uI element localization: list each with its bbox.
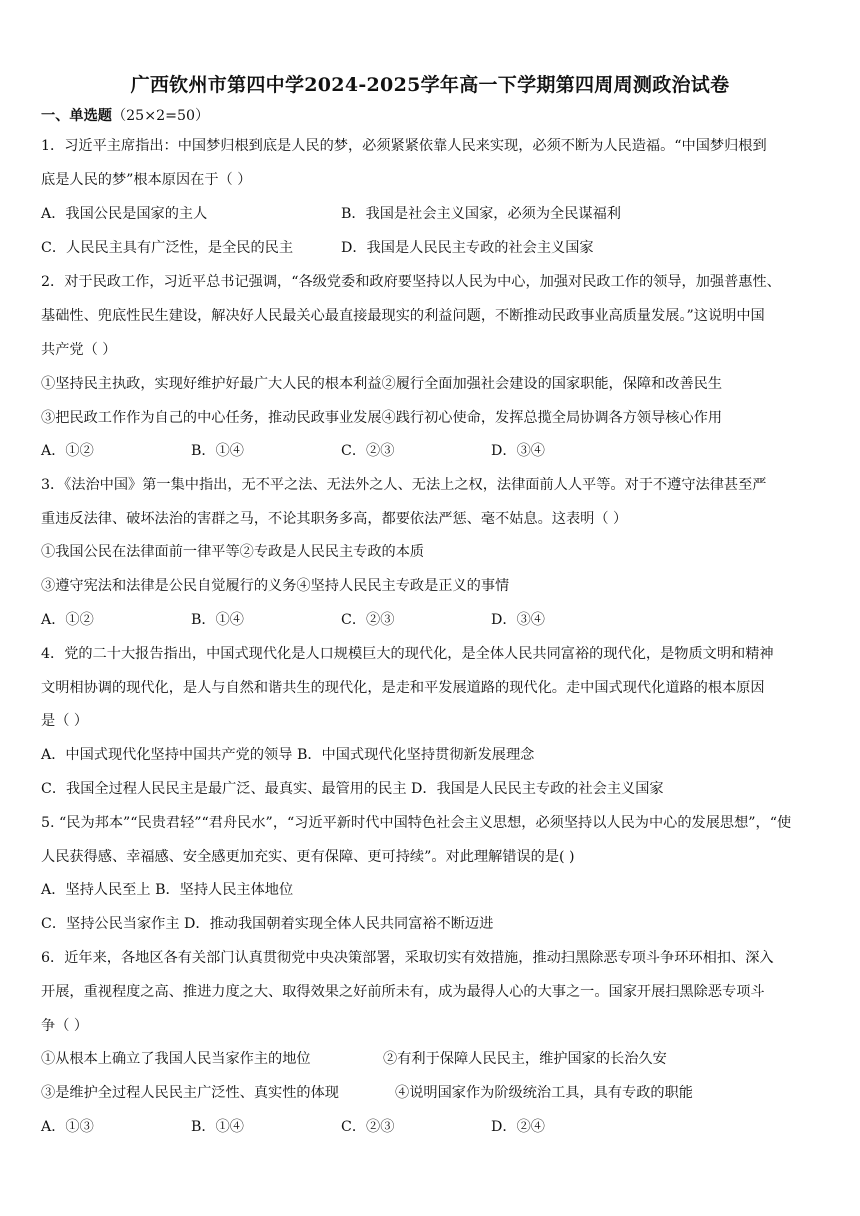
- question-text-line: 4．党的二十大报告指出，中国式现代化是人口规模巨大的现代化，是全体人民共同富裕的现代化，是物质文明和精神: [41, 646, 774, 662]
- option-d: D．我国是人民民主专政的社会主义国家: [341, 240, 594, 256]
- option-a: A．①②: [41, 612, 94, 628]
- question-text-line: 开展，重视程度之高、推进力度之大、取得效果之好前所未有，成为最得人心的大事之一。国家开展扫黑除恶专项斗: [41, 984, 765, 1000]
- option-d: D．②④: [491, 1119, 545, 1135]
- option-c: C．②③: [341, 443, 395, 459]
- statement-line: ③遵守宪法和法律是公民自觉履行的义务④坚持人民民主专政是正义的事情: [41, 578, 510, 594]
- section-heading: [41, 106, 209, 126]
- statement-line: ①我国公民在法律面前一律平等②专政是人民民主专政的本质: [41, 544, 425, 560]
- option-c: C．人民民主具有广泛性，是全民的民主: [41, 240, 294, 256]
- option-line: A．坚持人民至上 B．坚持人民主体地位: [41, 882, 294, 898]
- option-d: D．③④: [491, 612, 545, 628]
- option-a: A．①②: [41, 443, 94, 459]
- question-text-line: 争（ ）: [41, 1018, 89, 1034]
- option-c: C．②③: [341, 1119, 395, 1135]
- option-b: B．①④: [191, 443, 244, 459]
- option-a: A．①③: [41, 1119, 94, 1135]
- question-text-line: 5. “民为邦本”“民贵君轻”“君舟民水”，“习近平新时代中国特色社会主义思想，必须坚持以人民为中心的发展思想”，“使: [41, 815, 792, 831]
- statement-3: ③是维护全过程人民民主广泛性、真实性的体现: [41, 1085, 339, 1101]
- question-text-line: 人民获得感、幸福感、安全感更加充实、更有保障、更可持续”。对此理解错误的是( ): [41, 849, 575, 865]
- question-text-line: 2．对于民政工作，习近平总书记强调，“各级党委和政府要坚持以人民为中心，加强对民政工作的领导，加强普惠性、: [41, 274, 781, 290]
- question-text-line: 文明相协调的现代化，是人与自然和谐共生的现代化，是走和平发展道路的现代化。走中国式现代化道路的根本原因: [41, 680, 765, 696]
- option-d: D．③④: [491, 443, 545, 459]
- option-c: C．②③: [341, 612, 395, 628]
- option-a: A．我国公民是国家的主人: [41, 206, 208, 222]
- statement-line: ③把民政工作作为自己的中心任务，推动民政事业发展④践行初心使命，发挥总揽全局协调各方领导核心作用: [41, 410, 723, 426]
- question-text-line: 底是人民的梦”根本原因在于（ ）: [41, 172, 252, 188]
- statement-1: ①从根本上确立了我国人民当家作主的地位: [41, 1051, 311, 1067]
- option-b: B．我国是社会主义国家，必须为全民谋福利: [341, 206, 621, 222]
- option-b: B．①④: [191, 1119, 244, 1135]
- section-label: 一、单选题: [41, 108, 112, 124]
- exam-title: 广西钦州市第四中学2024-2025学年高一下学期第四周周测政治试卷: [130, 74, 730, 96]
- option-line: C．坚持公民当家作主 D．推动我国朝着实现全体人民共同富裕不断迈进: [41, 916, 494, 932]
- statement-line: ①坚持民主执政，实现好维护好最广大人民的根本利益②履行全面加强社会建设的国家职能，保障和改善民生: [41, 376, 723, 392]
- option-line: C．我国全过程人民民主是最广泛、最真实、最管用的民主 D．我国是人民民主专政的社会主义国家: [41, 781, 664, 797]
- section-score: （25×2=50）: [111, 108, 210, 124]
- question-text-line: 基础性、兜底性民生建设，解决好人民最关心最直接最现实的利益问题，不断推动民政事业高质量发展。”这说明中国: [41, 308, 765, 324]
- option-line: A．中国式现代化坚持中国共产党的领导 B．中国式现代化坚持贯彻新发展理念: [41, 747, 535, 763]
- option-b: B．①④: [191, 612, 244, 628]
- question-text-line: 3．《法治中国》第一集中指出，无不平之法、无法外之人、无法上之权，法律面前人人平等。对于不遵守法律甚至严: [41, 477, 767, 493]
- statement-4: ④说明国家作为阶级统治工具，具有专政的职能: [395, 1085, 693, 1101]
- question-text-line: 是（ ）: [41, 713, 89, 729]
- question-text-line: 6．近年来，各地区各有关部门认真贯彻党中央决策部署，采取切实有效措施，推动扫黑除恶专项斗争环环相扣、深入: [41, 950, 774, 966]
- statement-2: ②有利于保障人民民主，维护国家的长治久安: [383, 1051, 667, 1067]
- question-text-line: 重违反法律、破坏法治的害群之马，不论其职务多高，都要依法严惩、毫不姑息。这表明（ ）: [41, 511, 628, 527]
- question-text-line: 1．习近平主席指出：中国梦归根到底是人民的梦，必须紧紧依靠人民来实现，必须不断为人民造福。“中国梦归根到: [41, 138, 767, 154]
- question-text-line: 共产党（ ）: [41, 342, 117, 358]
